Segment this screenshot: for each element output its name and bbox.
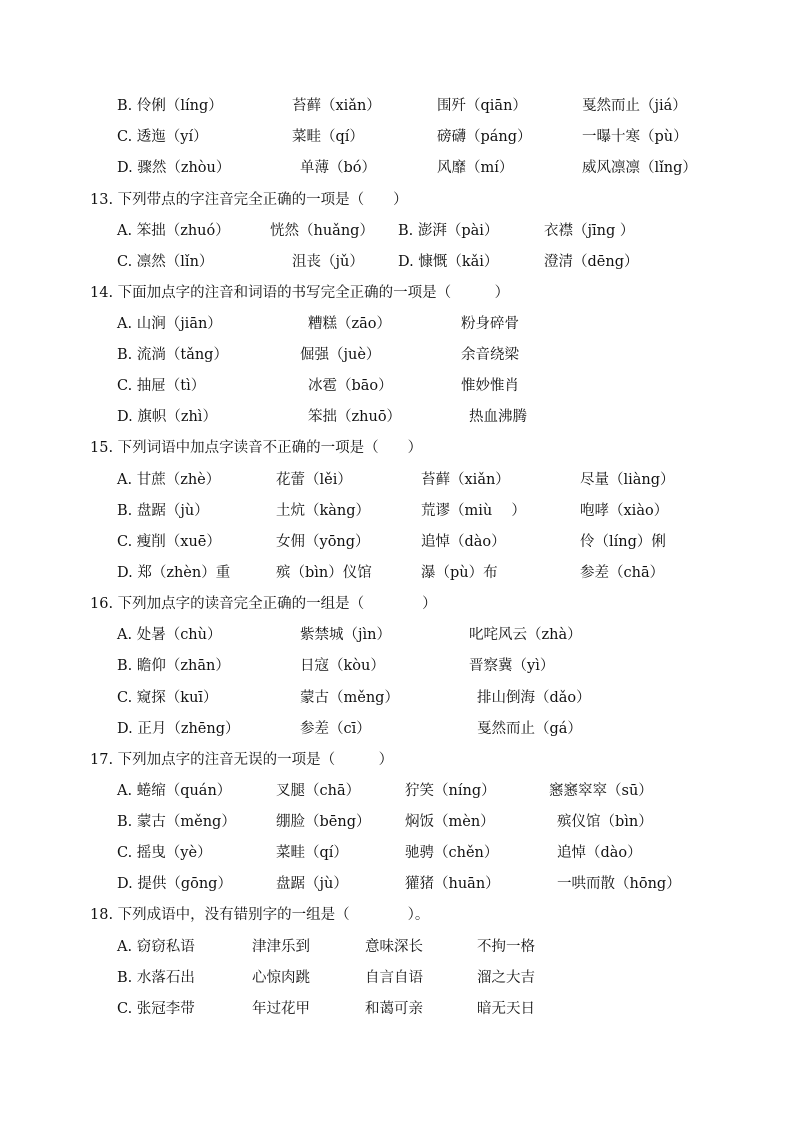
q18-b-2: 心惊肉跳 [252, 970, 310, 986]
q12-c-3: 磅礴（páng） [437, 129, 532, 145]
q18-c-2: 年过花甲 [252, 1001, 310, 1017]
q12-c-4: 一曝十寒（pù） [582, 129, 688, 145]
q14-b-1: B. 流淌（tǎng） [117, 347, 228, 363]
q17-d-2: 盘踞（jù） [276, 876, 348, 892]
q17-stem: 17. 下列加点字的注音无误的一项是（ ） [90, 752, 394, 768]
q15-b-3: 荒谬（miù ） [421, 503, 526, 519]
q18-c-1: C. 张冠李带 [117, 1001, 195, 1017]
q15-a-4: 尽量（liàng） [580, 472, 675, 488]
q14-option-d [0, 403, 794, 431]
q18-a-1: A. 窃窃私语 [117, 939, 195, 955]
q15-c-3: 追悼（dào） [421, 534, 506, 550]
q12-b-2: 苔藓（xiǎn） [292, 98, 381, 114]
q18-c-4: 暗无天日 [477, 1001, 535, 1017]
q14-b-2: 倔强（juè） [300, 347, 381, 363]
q18-option-b [0, 964, 794, 992]
q12-d-4: 威风凛凛（lǐng） [582, 160, 697, 176]
q14-a-3: 粉身碎骨 [461, 316, 519, 332]
q15-option-a [0, 466, 794, 494]
q18-stem: 18. 下列成语中，没有错别字的一组是（ ）。 [90, 907, 430, 923]
q12-b-3: 围歼（qiān） [437, 98, 527, 114]
q12-d-2: 单薄（bó） [300, 160, 377, 176]
q17-b-3: 焖饭（mèn） [405, 814, 495, 830]
q15-c-4: 伶（líng）俐 [580, 534, 666, 550]
q14-b-3: 余音绕梁 [461, 347, 519, 363]
q16-a-1: A. 处暑（chù） [117, 627, 222, 643]
q17-d-4: 一哄而散（hōng） [557, 876, 681, 892]
q15-b-1: B. 盘踞（jù） [117, 503, 209, 519]
q15-d-2: 殡（bìn）仪馆 [276, 565, 372, 581]
q16-b-1: B. 瞻仰（zhān） [117, 658, 230, 674]
q15-b-4: 咆哮（xiào） [580, 503, 669, 519]
q16-c-1: C. 窥探（kuī） [117, 690, 218, 706]
q18-b-3: 自言自语 [365, 970, 423, 986]
q14-c-3: 惟妙惟肖 [461, 378, 519, 394]
q13-r1-4: 衣襟（jīng ） [544, 223, 635, 239]
q18-a-4: 不拘一格 [477, 939, 535, 955]
q16-d-1: D. 正月（zhēng） [117, 721, 240, 737]
q16-a-3: 叱咤风云（zhà） [469, 627, 582, 643]
q16-option-a [0, 621, 794, 649]
q16-a-2: 紫禁城（jìn） [300, 627, 391, 643]
q12-c-1: C. 透迤（yí） [117, 129, 208, 145]
q15-b-2: 土炕（kàng） [276, 503, 371, 519]
q14-option-c [0, 372, 794, 400]
q16-stem-line [0, 590, 794, 618]
q18-option-a [0, 933, 794, 961]
q17-c-3: 驰骋（chěn） [405, 845, 499, 861]
q14-stem-line [0, 279, 794, 307]
q17-a-3: 狞笑（níng） [405, 783, 496, 799]
q14-a-2: 糟糕（zāo） [308, 316, 392, 332]
q15-c-1: C. 瘦削（xuē） [117, 534, 221, 550]
q13-row-2 [0, 248, 794, 276]
q17-b-2: 绷脸（bēng） [276, 814, 371, 830]
q13-r2-4: 澄清（dēng） [544, 254, 639, 270]
q17-c-1: C. 摇曳（yè） [117, 845, 212, 861]
q17-option-b [0, 808, 794, 836]
q15-stem: 15. 下列词语中加点字读音不正确的一项是（ ） [90, 440, 423, 456]
q17-stem-line [0, 746, 794, 774]
q17-c-4: 追悼（dào） [557, 845, 642, 861]
q12-d-3: 风靡（mí） [437, 160, 514, 176]
q17-b-4: 殡仪馆（bìn） [557, 814, 653, 830]
q14-d-2: 笨拙（zhuō） [308, 409, 402, 425]
q15-c-2: 女佣（yōng） [276, 534, 370, 550]
q14-option-a [0, 310, 794, 338]
q16-d-3: 戛然而止（gá） [477, 721, 582, 737]
q18-c-3: 和蔼可亲 [365, 1001, 423, 1017]
q16-c-3: 排山倒海（dǎo） [477, 690, 591, 706]
q14-d-3: 热血沸腾 [469, 409, 527, 425]
q18-option-c [0, 995, 794, 1023]
q12-b-1: B. 伶俐（líng） [117, 98, 223, 114]
q15-option-b [0, 497, 794, 525]
q17-b-1: B. 蒙古（měng） [117, 814, 236, 830]
q13-r1-1: A. 笨拙（zhuó） [117, 223, 230, 239]
q15-option-c [0, 528, 794, 556]
q13-stem-line [0, 186, 794, 214]
q14-c-2: 冰雹（bāo） [308, 378, 393, 394]
q15-a-3: 苔藓（xiǎn） [421, 472, 510, 488]
q15-d-4: 参差（chā） [580, 565, 665, 581]
q15-stem-line [0, 434, 794, 462]
q16-option-b [0, 652, 794, 680]
q18-a-3: 意味深长 [365, 939, 423, 955]
q12-c-2: 菜畦（qí） [292, 129, 364, 145]
q13-r1-3: B. 澎湃（pài） [398, 223, 499, 239]
q18-b-4: 溜之大吉 [477, 970, 535, 986]
q15-option-d [0, 559, 794, 587]
q17-option-a [0, 777, 794, 805]
q13-r2-2: 沮丧（jǔ） [292, 254, 364, 270]
q16-option-d [0, 715, 794, 743]
q14-option-b [0, 341, 794, 369]
q14-d-1: D. 旗帜（zhì） [117, 409, 217, 425]
q18-a-2: 津津乐到 [252, 939, 310, 955]
q12-option-d [0, 154, 794, 182]
q12-option-b [0, 92, 794, 120]
q14-a-1: A. 山涧（jiān） [117, 316, 222, 332]
q12-d-1: D. 骤然（zhòu） [117, 160, 231, 176]
q16-stem: 16. 下列加点字的读音完全正确的一组是（ ） [90, 596, 437, 612]
q18-b-1: B. 水落石出 [117, 970, 195, 986]
q17-a-2: 叉腿（chā） [276, 783, 361, 799]
q12-option-c [0, 123, 794, 151]
q13-row-1 [0, 217, 794, 245]
q17-d-1: D. 提供（gōng） [117, 876, 232, 892]
q17-option-d [0, 870, 794, 898]
q16-c-2: 蒙古（měng） [300, 690, 399, 706]
q16-b-2: 日寇（kòu） [300, 658, 385, 674]
q13-r1-2: 恍然（huǎng） [270, 223, 374, 239]
q13-stem: 13. 下列带点的字注音完全正确的一项是（ ） [90, 192, 408, 208]
q17-c-2: 菜畦（qí） [276, 845, 348, 861]
q18-stem-line [0, 901, 794, 929]
q15-a-1: A. 甘蔗（zhè） [117, 472, 221, 488]
q16-b-3: 晋察冀（yì） [469, 658, 555, 674]
q15-d-1: D. 郑（zhèn）重 [117, 565, 231, 581]
q13-r2-1: C. 凛然（lǐn） [117, 254, 214, 270]
q17-a-4: 窸窸窣窣（sū） [549, 783, 653, 799]
q15-d-3: 瀑（pù）布 [421, 565, 498, 581]
q13-r2-3: D. 慷慨（kǎi） [398, 254, 499, 270]
q17-option-c [0, 839, 794, 867]
q14-stem: 14. 下面加点字的注音和词语的书写完全正确的一项是（ ） [90, 285, 510, 301]
q15-a-2: 花蕾（lěi） [276, 472, 352, 488]
q16-d-2: 参差（cī） [300, 721, 371, 737]
q16-option-c [0, 684, 794, 712]
q17-d-3: 獾猪（huān） [405, 876, 500, 892]
q17-a-1: A. 蜷缩（quán） [117, 783, 232, 799]
q14-c-1: C. 抽屉（tì） [117, 378, 206, 394]
q12-b-4: 戛然而止（jiá） [582, 98, 687, 114]
